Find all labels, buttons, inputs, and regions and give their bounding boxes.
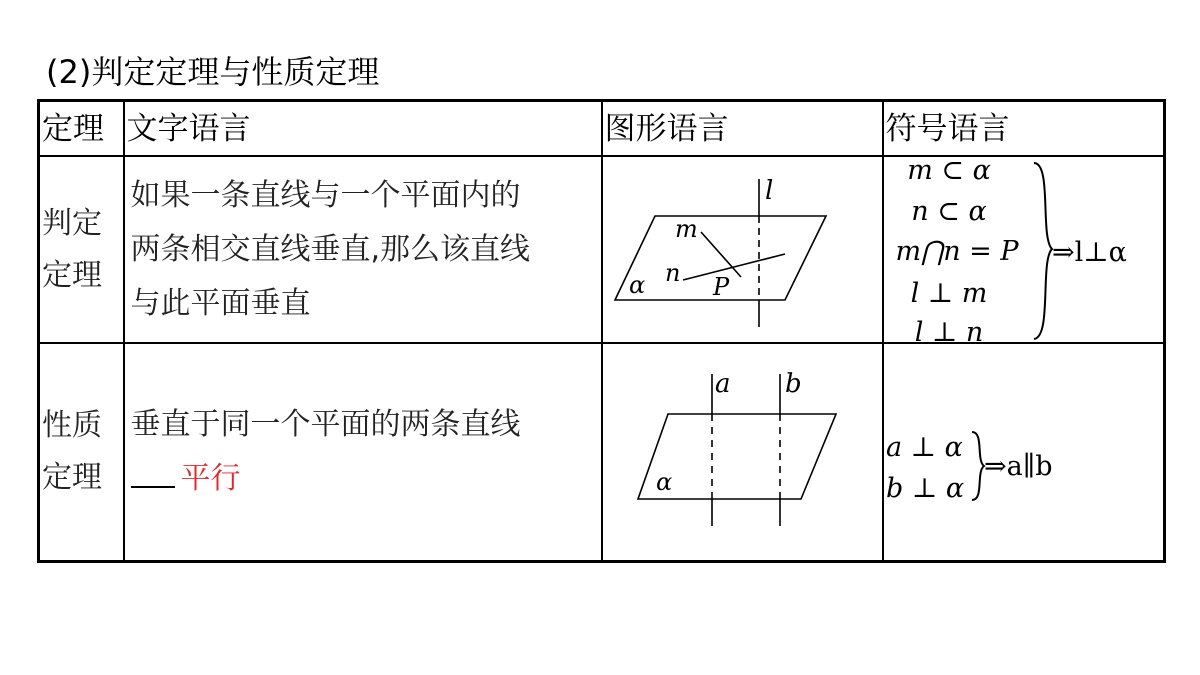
symbol-language-criterion [883, 156, 1165, 343]
section-heading: (2)判定定理与性质定理 [46, 53, 380, 91]
answer-text: 平行 [180, 461, 241, 496]
symbol-a-perp-alpha: a ⊥ α [885, 432, 963, 463]
text-language-property: 垂直于同一个平面的两条直线 平行 [124, 343, 602, 562]
header-text-language: 文字语言 [124, 101, 602, 157]
conclusion-a-parallel-b: ⇒a∥b [983, 451, 1052, 482]
row-name-criterion: 判定 定理 [39, 156, 124, 343]
label-n: n [664, 259, 680, 287]
label-l: l [764, 176, 773, 206]
figure-criterion [602, 156, 883, 343]
text-language-criterion: 如果一条直线与一个平面内的 两条相交直线垂直,那么该直线 与此平面垂直 [124, 156, 602, 343]
figure-property [602, 343, 883, 562]
header-symbol-language: 符号语言 [883, 101, 1165, 157]
table-row-property [39, 343, 1165, 562]
symbol-m-in-alpha: m ⊂ α [906, 157, 991, 186]
symbol-b-perp-alpha: b ⊥ α [885, 473, 964, 504]
symbol-l-perp-m: l ⊥ m [910, 278, 987, 309]
symbol-m-cap-n: m⋂n = P [894, 236, 1019, 267]
answer-blank [131, 456, 175, 488]
symbol-language-property [883, 343, 1165, 562]
line-n [683, 254, 785, 280]
label-m: m [674, 215, 698, 243]
theorem-table [37, 99, 1166, 563]
right-brace-icon [1034, 163, 1052, 339]
label-alpha: α [628, 271, 645, 299]
symbol-n-in-alpha: n ⊂ α [910, 196, 987, 227]
label-alpha: α [655, 468, 672, 496]
label-b: b [784, 369, 802, 399]
table-header-row [39, 101, 1165, 157]
label-P: P [712, 273, 729, 301]
label-a: a [714, 369, 731, 399]
right-brace-icon [972, 432, 984, 500]
two-perpendicular-lines-figure [603, 344, 882, 560]
conclusion-l-perp-alpha: ⇒l⊥α [1051, 237, 1127, 268]
symbol-l-perp-n: l ⊥ n [914, 317, 983, 342]
line-perpendicular-plane-figure [603, 157, 882, 342]
row-name-property: 性质 定理 [39, 343, 124, 562]
symbol-system-property [884, 344, 1164, 560]
symbol-system-criterion [884, 157, 1164, 342]
header-theorem: 定理 [39, 101, 124, 157]
table-row-criterion [39, 156, 1165, 343]
header-figure-language: 图形语言 [602, 101, 883, 157]
